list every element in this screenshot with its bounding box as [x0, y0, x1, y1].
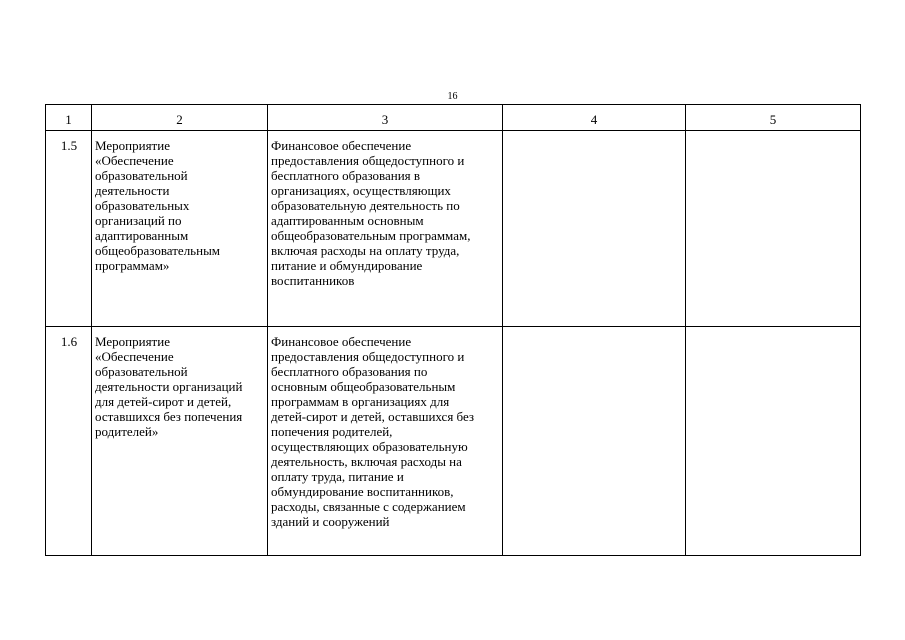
description-text: Финансовое обеспечение предоставления общедоступного и бесплатного образования в организациях, осуществляющих образовательную деятельность по адаптированным основным общеобразовательным программам, включая расходы на оплату труда, питание и обмундирование воспитанников: [271, 138, 471, 288]
description-text: Финансовое обеспечение предоставления общедоступного и бесплатного образования по основным общеобразовательным программам в организациях для детей-сирот и детей, оставшихся без попечения родителей, осуществляющих образовательную деятельность, включая расходы на оплату труда, питание и обмундирование воспитанников, расходы, связанные с содержанием зданий и сооружений: [271, 334, 475, 529]
column-header-5: 5: [686, 105, 861, 131]
event-text: Мероприятие «Обеспечение образовательной деятельности организаций для детей-сирот и детей, оставшихся без попечения родителей»: [95, 334, 243, 439]
column-5-cell: [686, 327, 861, 556]
description-cell: [268, 327, 503, 556]
row-number-cell: 1.5: [46, 131, 92, 327]
table-row: [46, 327, 861, 556]
event-text: Мероприятие «Обеспечение образовательной деятельности образовательных организаций по адаптированным общеобразовательным программам»: [95, 138, 221, 273]
table-header-row: [46, 105, 861, 131]
column-header-1: 1: [46, 105, 92, 131]
event-cell: [92, 327, 268, 556]
column-header-4: 4: [503, 105, 686, 131]
column-5-cell: [686, 131, 861, 327]
column-header-2: 2: [92, 105, 268, 131]
table-row: [46, 131, 861, 327]
row-number-cell: 1.6: [46, 327, 92, 556]
description-cell: [268, 131, 503, 327]
page-number: 16: [447, 91, 458, 102]
column-header-3: 3: [268, 105, 503, 131]
column-4-cell: [503, 327, 686, 556]
document-table: [45, 104, 861, 556]
event-cell: [92, 131, 268, 327]
column-4-cell: [503, 131, 686, 327]
